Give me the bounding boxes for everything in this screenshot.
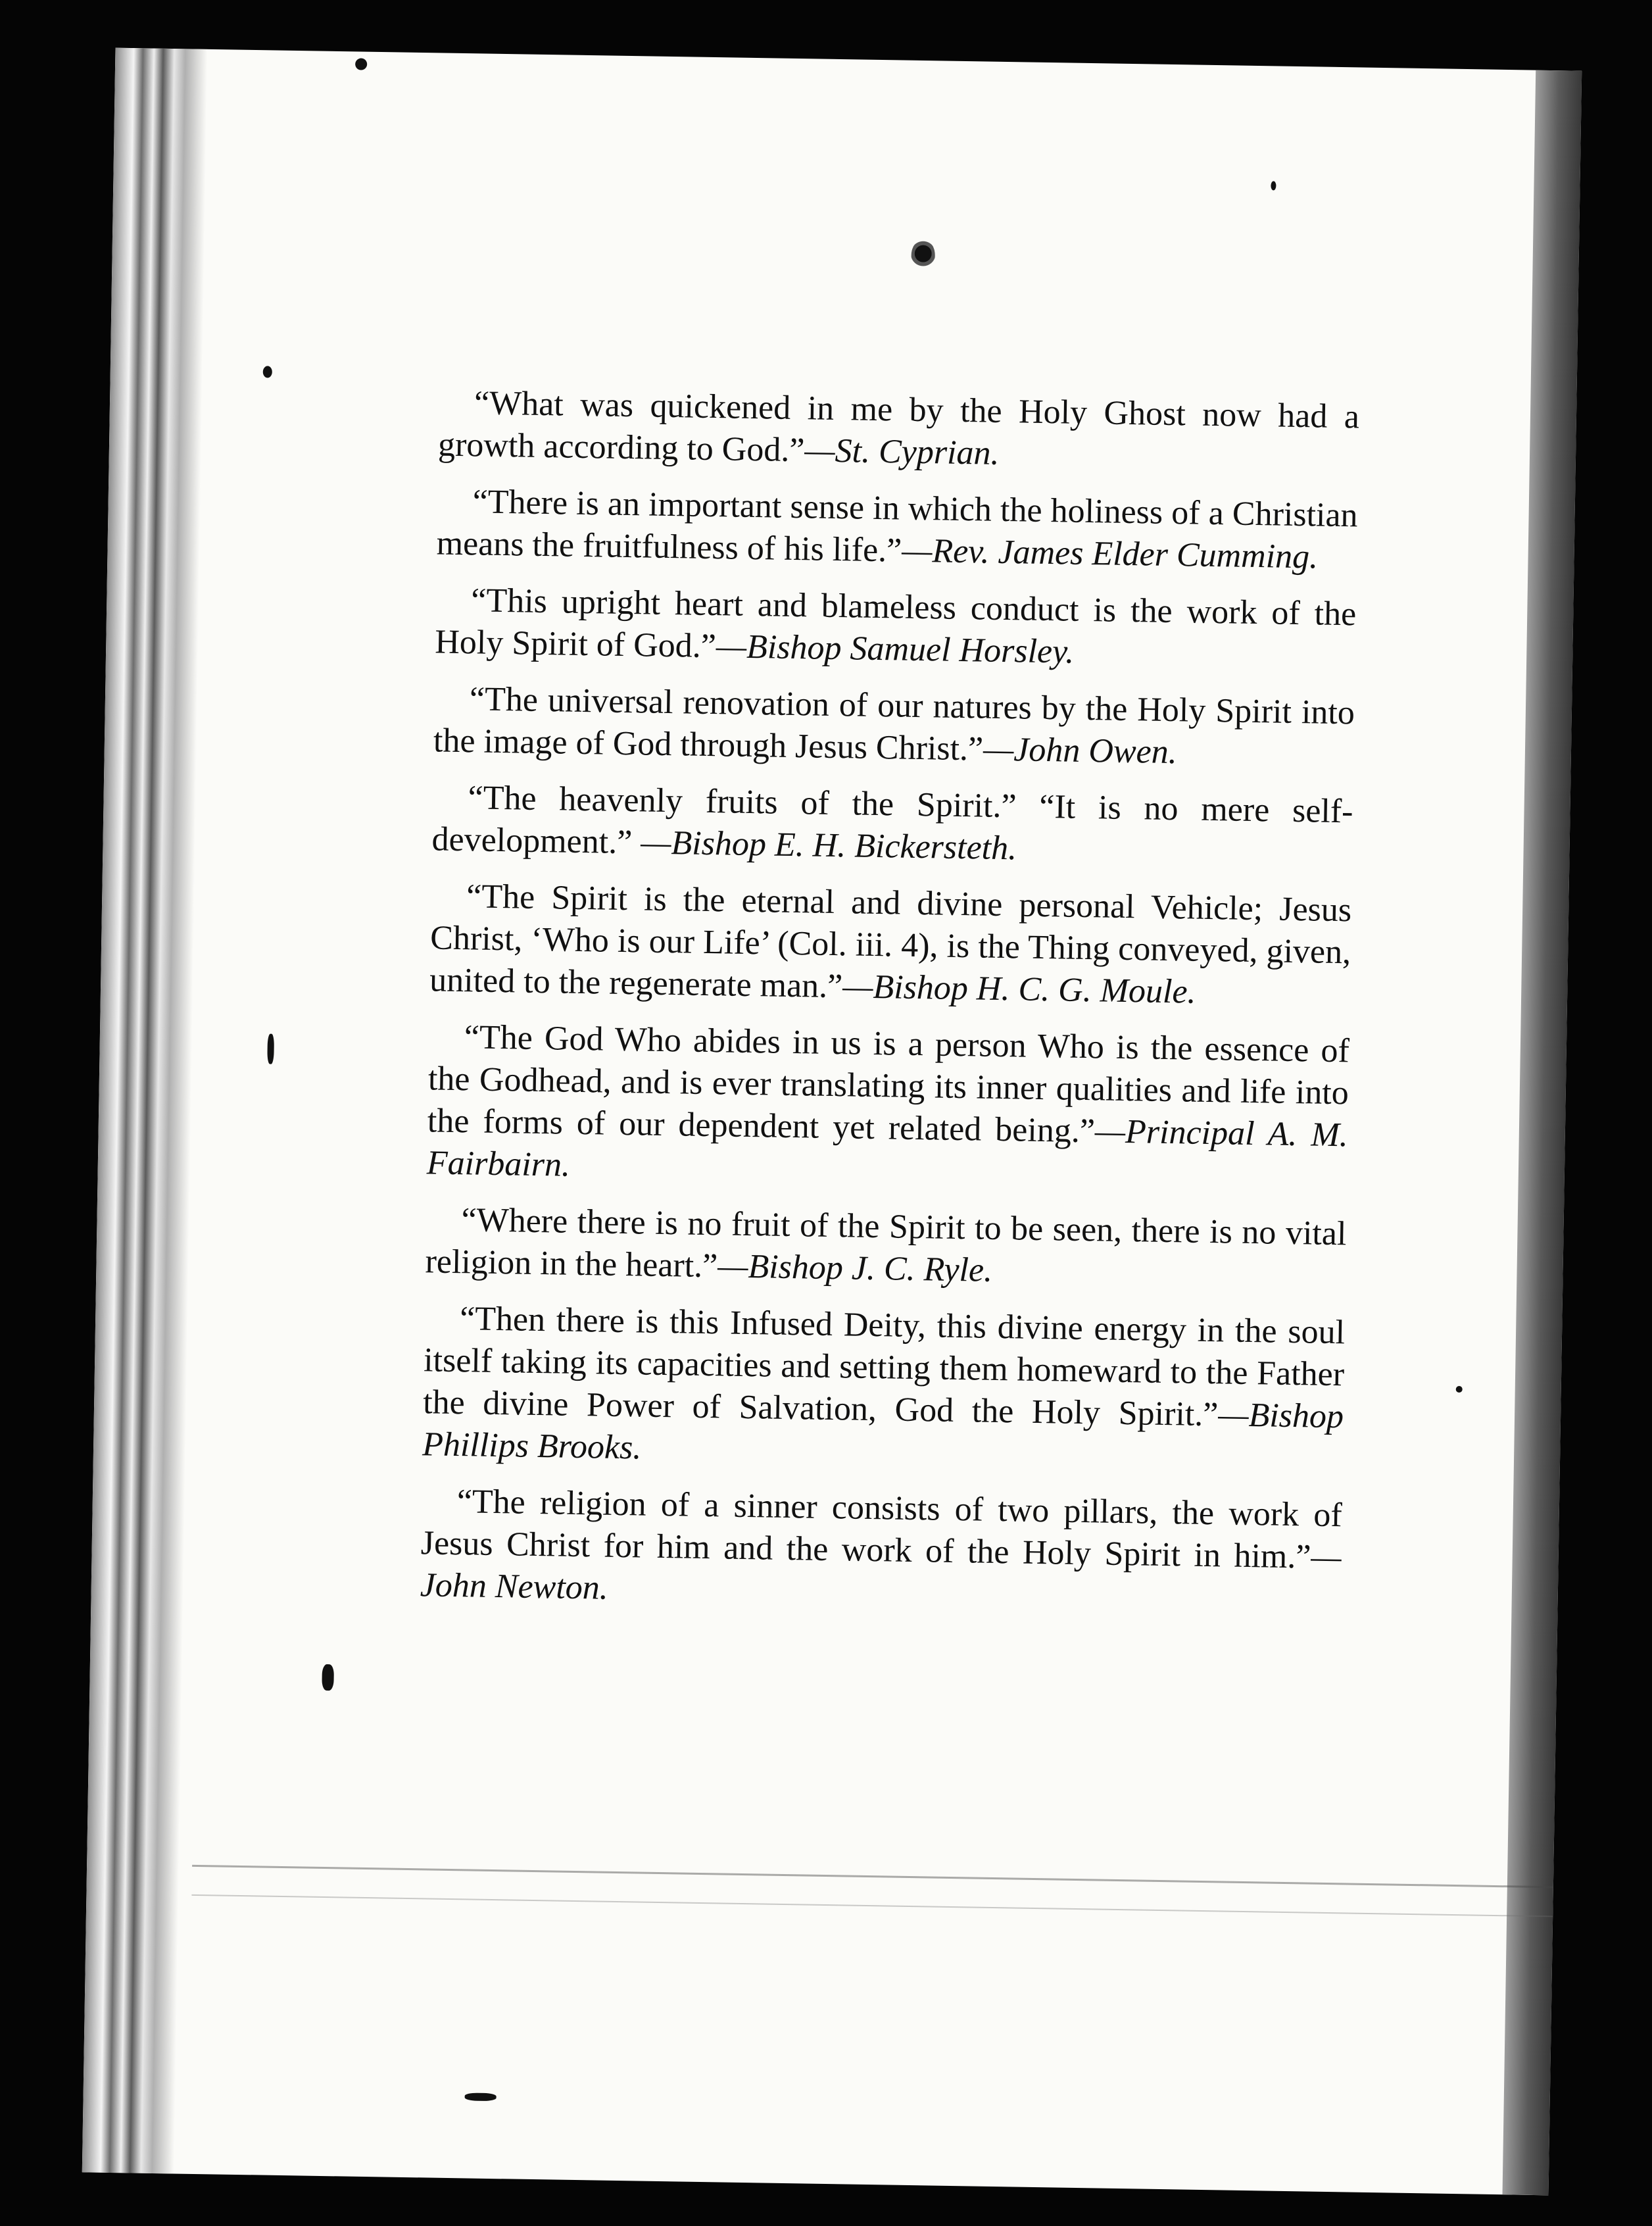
quote-text: “The religion of a sinner consists of two pillars, the work of Jesus Christ for him and the work of the Holy Spirit in him.”: [420, 1483, 1343, 1576]
quote-paragraph: [422, 1297, 1346, 1480]
quote-attribution: —St. Cyprian.: [804, 432, 1000, 472]
quote-attribution: —John Owen.: [983, 730, 1178, 772]
quote-attribution: —John Newton.: [420, 1538, 1342, 1607]
quote-paragraph: [433, 678, 1355, 776]
quote-text: “The Spirit is the eternal and divine personal Vehicle; Jesus Christ, ‘Who is our Life’ (Col. iii. 4), is the Thing conveyed, given, united to the regenerate man.”: [429, 878, 1352, 1006]
quote-text: “The God Who abides in us is a person Who is the essence of the Godhead, and is ever translating its inner qualities and life into the forms of our dependent yet related being.”: [427, 1018, 1350, 1150]
quote-text: “Then there is this Infused Deity, this divine energy in the soul itself taking its capacities and setting them homeward to the Father the divine Power of Salvation, God the Holy Spirit.”: [422, 1300, 1346, 1434]
quote-attribution: —Principal A. M. Fairbairn.: [426, 1112, 1349, 1184]
quote-text: “The heavenly fruits of the Spirit.” “It is no mere self-development.”: [431, 779, 1353, 862]
ink-speck: [355, 58, 367, 70]
ink-speck: [263, 366, 272, 378]
left-binding-edge: [82, 48, 208, 2174]
quote-paragraph: [438, 382, 1360, 480]
quote-text: “Where there is no fruit of the Spirit to be seen, there is no vital religion in the heart.”: [425, 1201, 1347, 1285]
ink-speck: [1271, 181, 1276, 190]
quote-attribution: —Bishop E. H. Bickersteth.: [631, 824, 1017, 868]
quote-paragraph: [429, 875, 1352, 1016]
ink-speck: [465, 2092, 497, 2101]
quote-paragraph: [431, 776, 1353, 875]
ink-speck: [267, 1034, 274, 1064]
ornament-icon: [911, 239, 935, 272]
right-binding-edge: [1503, 70, 1582, 2196]
quote-attribution: —Bishop Samuel Horsley.: [716, 628, 1075, 671]
quote-paragraph: [420, 1480, 1342, 1621]
quote-attribution: —Rev. James Elder Cumming.: [901, 532, 1319, 576]
quote-text: “The universal renovation of our natures by the Holy Spirit into the image of God through Jesus Christ.”: [433, 680, 1355, 768]
quote-text: “This upright heart and blameless conduct is the work of the Holy Spirit of God.”: [434, 581, 1357, 666]
ink-speck: [322, 1664, 334, 1691]
ink-speck: [1456, 1386, 1463, 1393]
quote-text: “What was quickened in me by the Holy Ghost now had a growth according to God.”: [437, 384, 1360, 470]
quote-paragraph: [426, 1016, 1349, 1199]
page-fold-line-secondary: [191, 1894, 1553, 1917]
quote-attribution: —Bishop H. C. G. Moule.: [842, 968, 1196, 1011]
quote-paragraph: [435, 579, 1357, 678]
quote-attribution: —Bishop J. C. Ryle.: [717, 1247, 993, 1289]
quote-text: “There is an important sense in which the holiness of a Christian means the fruitfulness of his life.”: [436, 483, 1359, 570]
quote-attribution: —Bishop Phillips Brooks.: [422, 1396, 1344, 1467]
page-fold-line: [192, 1865, 1553, 1889]
quote-paragraph: [425, 1199, 1347, 1297]
book-page: [82, 48, 1582, 2196]
quotations-block: [420, 382, 1359, 1635]
quote-paragraph: [436, 480, 1358, 579]
